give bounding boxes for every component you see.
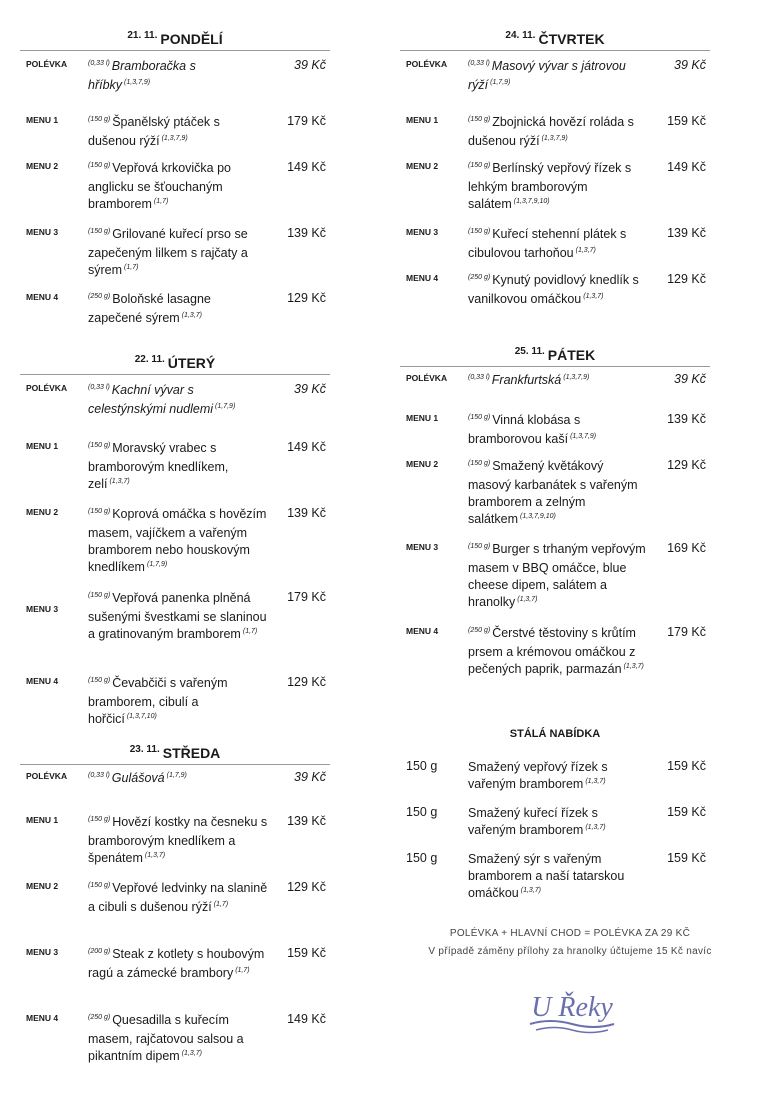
dish-name: Grilované kuřecí prso se zapečeným lilkem s rajčaty a sýrem	[88, 227, 248, 277]
row-label: MENU 4	[26, 292, 59, 302]
dish-name: Gulášová	[111, 771, 165, 785]
day-date: 22. 11.	[134, 354, 165, 365]
dish-name: Vepřové ledvinky na slanině a cibuli s dušenou rýží	[88, 881, 268, 914]
dish-name: Steak z kotlety s houbovým ragú a zámecké brambory	[88, 947, 265, 980]
dish-name: Vepřová panenka plněná sušenými švestkami se slaninou a gratinovaným bramborem	[88, 591, 267, 641]
day-date: 23. 11.	[129, 744, 160, 755]
price: 179 Kč	[287, 590, 326, 604]
day-header	[400, 346, 710, 367]
dish	[468, 372, 648, 391]
portion: (250 g)	[468, 627, 491, 634]
row-label: MENU 2	[406, 161, 439, 171]
dish	[468, 759, 648, 795]
portion: (150 g)	[88, 816, 111, 823]
portion: (250 g)	[468, 274, 491, 281]
allergens: (1,3,7,9,10)	[513, 198, 550, 205]
row-label: MENU 4	[26, 676, 59, 686]
price: 159 Kč	[667, 851, 706, 865]
allergens: (1,7,9)	[490, 79, 511, 86]
price: 149 Kč	[287, 160, 326, 174]
day-header	[20, 744, 330, 765]
portion: 150 g	[406, 759, 438, 773]
day-name: STŘEDA	[162, 745, 221, 761]
day-name: PÁTEK	[547, 347, 596, 363]
portion: (150 g)	[88, 162, 111, 169]
dish	[88, 814, 268, 869]
allergens: (1,3,7,9)	[563, 374, 590, 381]
price: 159 Kč	[667, 114, 706, 128]
price: 139 Kč	[667, 226, 706, 240]
dish	[468, 805, 648, 841]
dish	[88, 675, 268, 730]
dish-name: Španělský ptáček s dušenou rýží	[88, 115, 220, 148]
dish-name: Frankfurtská	[491, 373, 562, 387]
allergens: (1,3,7)	[583, 293, 604, 300]
day-date: 21. 11.	[127, 30, 158, 41]
row-label: POLÉVKA	[406, 373, 448, 383]
price: 39 Kč	[294, 382, 326, 396]
row-label: MENU 3	[26, 227, 59, 237]
allergens: (1,3,7,9)	[124, 79, 151, 86]
portion: (150 g)	[468, 228, 491, 235]
allergens: (1,3,7)	[517, 596, 538, 603]
allergens: (1,7)	[242, 628, 258, 635]
price: 159 Kč	[667, 759, 706, 773]
row-label: POLÉVKA	[406, 59, 448, 69]
dish	[468, 160, 648, 215]
portion: (250 g)	[88, 1014, 111, 1021]
portion: (200 g)	[88, 948, 111, 955]
portion: (250 g)	[88, 293, 111, 300]
portion: (150 g)	[468, 414, 491, 421]
allergens: (1,3,7,9)	[570, 433, 597, 440]
permanent-offer-title: STÁLÁ NABÍDKA	[509, 728, 601, 740]
row-label: MENU 1	[26, 115, 59, 125]
day-header	[400, 30, 710, 51]
row-label: POLÉVKA	[26, 383, 68, 393]
portion: (0,33 l)	[88, 60, 110, 67]
row-label: MENU 3	[26, 604, 59, 614]
day-monday	[20, 30, 330, 325]
day-date: 24. 11.	[505, 30, 536, 41]
allergens: (1,7)	[235, 967, 250, 974]
allergens: (1,7,9)	[166, 772, 187, 779]
portion: (0,33 l)	[468, 60, 490, 67]
dish	[88, 291, 248, 329]
dish-name: Smažený sýr s vařeným bramborem a naší tatarskou omáčkou	[468, 852, 625, 900]
portion: (0,33 l)	[88, 772, 110, 779]
price: 149 Kč	[287, 1012, 326, 1026]
day-thursday	[400, 30, 710, 306]
row-label: POLÉVKA	[26, 771, 68, 781]
dish	[468, 58, 648, 96]
price: 179 Kč	[667, 625, 706, 639]
day-name: PONDĚLÍ	[160, 31, 223, 47]
logo-wave	[536, 1028, 608, 1033]
allergens: (1,3,7)	[181, 312, 202, 319]
allergens: (1,3,7)	[623, 663, 644, 670]
allergens: (1,7)	[153, 198, 169, 205]
day-header	[20, 354, 330, 375]
day-friday	[400, 346, 710, 676]
allergens: (1,3,7,9)	[161, 135, 188, 142]
dish	[88, 440, 268, 495]
dish-name: Hovězí kostky na česneku s bramborovým knedlíkem a špenátem	[88, 815, 268, 865]
allergens: (1,3,7)	[144, 852, 166, 859]
logo-text: U Řeky	[531, 992, 613, 1023]
allergens: (1,7,9)	[146, 561, 168, 568]
allergens: (1,3,7)	[585, 824, 606, 831]
row-label: MENU 1	[406, 413, 439, 423]
dish	[468, 114, 648, 152]
portion: (150 g)	[88, 882, 111, 889]
price: 139 Kč	[287, 814, 326, 828]
day-wednesday	[20, 744, 330, 1063]
row-label: MENU 3	[406, 542, 439, 552]
dish-name: Smažený květákový masový karbanátek s vařeným bramborem a zelným salátkem	[468, 459, 638, 526]
allergens: (1,7)	[213, 901, 229, 908]
price: 39 Kč	[674, 58, 706, 72]
allergens: (1,3,7)	[181, 1050, 202, 1057]
dish	[88, 590, 268, 645]
dish	[468, 412, 648, 450]
allergens: (1,3,7)	[109, 478, 130, 485]
allergens: (1,3,7)	[520, 887, 541, 894]
row-label: MENU 4	[406, 273, 439, 283]
price: 179 Kč	[287, 114, 326, 128]
row-label: MENU 1	[26, 815, 59, 825]
dish-name: Bramboračka s hříbky	[88, 59, 196, 92]
row-label: POLÉVKA	[26, 59, 68, 69]
dish-name: Kachní vývar s celestýnskými nudlemi	[88, 383, 214, 416]
price: 139 Kč	[287, 226, 326, 240]
dish-name: Masový vývar s játrovou rýží	[468, 59, 626, 92]
dish	[88, 946, 268, 984]
dish	[88, 770, 268, 789]
price: 139 Kč	[667, 412, 706, 426]
dish	[88, 114, 228, 152]
dish	[88, 160, 268, 215]
dish-name: Smažený vepřový řízek s vařeným bramborem	[468, 760, 608, 791]
dish	[468, 541, 648, 613]
row-label: MENU 3	[26, 947, 59, 957]
price: 129 Kč	[287, 675, 326, 689]
portion: (150 g)	[468, 116, 491, 123]
footer-combo-note: POLÉVKA + HLAVNÍ CHOD = POLÉVKA ZA 29 KČ	[449, 928, 691, 939]
dish	[88, 382, 263, 420]
day-name: ÚTERÝ	[167, 355, 216, 371]
dish-name: Čerstvé těstoviny s krůtím prsem a krémovou omáčkou z pečených paprik, parmazán	[468, 626, 636, 676]
restaurant-logo	[512, 980, 632, 1040]
allergens: (1,3,7)	[585, 778, 606, 785]
price: 169 Kč	[667, 541, 706, 555]
dish	[468, 272, 648, 310]
dish	[468, 458, 648, 530]
dish-name: Koprová omáčka s hovězím masem, vajíčkem a vařeným bramborem nebo houskovým knedlíkem	[88, 507, 267, 574]
price: 129 Kč	[287, 880, 326, 894]
footer-fries-note: V případě záměny přílohy za hranolky účtujeme 15 Kč navíc	[428, 946, 712, 957]
portion: (150 g)	[468, 543, 491, 550]
row-label: MENU 1	[26, 441, 59, 451]
dish	[88, 58, 238, 96]
allergens: (1,7)	[124, 264, 139, 271]
portion: (150 g)	[88, 508, 111, 515]
price: 149 Kč	[287, 440, 326, 454]
dish-name: Čevabčiči s vařeným bramborem, cibulí a hořčicí	[88, 676, 228, 726]
portion: (150 g)	[88, 442, 111, 449]
allergens: (1,3,7,9,10)	[520, 513, 556, 520]
dish	[468, 625, 648, 680]
price: 129 Kč	[667, 272, 706, 286]
row-label: MENU 4	[406, 626, 439, 636]
portion: (0,33 l)	[88, 384, 110, 391]
price: 139 Kč	[287, 506, 326, 520]
day-name: ČTVRTEK	[538, 31, 605, 47]
portion: 150 g	[406, 805, 438, 819]
portion: 150 g	[406, 851, 438, 865]
day-date: 25. 11.	[514, 346, 545, 357]
dish-name: Quesadilla s kuřecím masem, rajčatovou salsou a pikantním dipem	[88, 1013, 244, 1063]
portion: (150 g)	[88, 677, 111, 684]
portion: (0,33 l)	[468, 374, 490, 381]
price: 39 Kč	[294, 58, 326, 72]
row-label: MENU 2	[26, 507, 59, 517]
portion: (150 g)	[88, 228, 111, 235]
dish-name: Boloňské lasagne zapečené sýrem	[88, 292, 211, 325]
row-label: MENU 4	[26, 1013, 59, 1023]
price: 159 Kč	[287, 946, 326, 960]
row-label: MENU 2	[26, 161, 59, 171]
dish	[88, 1012, 268, 1067]
day-tuesday	[20, 354, 330, 726]
row-label: MENU 2	[406, 459, 439, 469]
dish-name: Moravský vrabec s bramborovým knedlíkem, zelí	[88, 441, 229, 491]
dish-name: Berlínský vepřový řízek s lehkým bramborovým salátem	[468, 161, 632, 211]
dish-name: Vinná klobása s bramborovou kaší	[468, 413, 581, 446]
row-label: MENU 2	[26, 881, 59, 891]
dish	[88, 226, 268, 281]
price: 39 Kč	[294, 770, 326, 784]
price: 129 Kč	[287, 291, 326, 305]
day-header	[20, 30, 330, 51]
portion: (150 g)	[468, 162, 491, 169]
allergens: (1,3,7)	[575, 247, 596, 254]
dish-name: Kynutý povidlový knedlík s vanilkovou omáčkou	[468, 273, 639, 306]
row-label: MENU 3	[406, 227, 439, 237]
dish	[88, 506, 268, 578]
dish-name: Burger s trhaným vepřovým masem v BBQ omáčce, blue cheese dipem, salátem a hranolky	[468, 542, 646, 609]
dish-name: Kuřecí stehenní plátek s cibulovou tarhoňou	[468, 227, 627, 260]
price: 129 Kč	[667, 458, 706, 472]
portion: (150 g)	[468, 460, 491, 467]
dish	[468, 226, 648, 264]
dish-name: Vepřová krkovička po anglicku se šťouchaným bramborem	[88, 161, 231, 211]
portion: (150 g)	[88, 592, 111, 599]
row-label: MENU 1	[406, 115, 439, 125]
price: 159 Kč	[667, 805, 706, 819]
dish-name: Smažený kuřecí řízek s vařeným bramborem	[468, 806, 598, 837]
allergens: (1,3,7,9)	[541, 135, 568, 142]
price: 149 Kč	[667, 160, 706, 174]
portion: (150 g)	[88, 116, 111, 123]
dish-name: Zbojnická hovězí roláda s dušenou rýží	[468, 115, 634, 148]
allergens: (1,7,9)	[215, 403, 236, 410]
dish	[468, 851, 648, 904]
allergens: (1,3,7,10)	[126, 713, 157, 720]
dish	[88, 880, 268, 918]
price: 39 Kč	[674, 372, 706, 386]
